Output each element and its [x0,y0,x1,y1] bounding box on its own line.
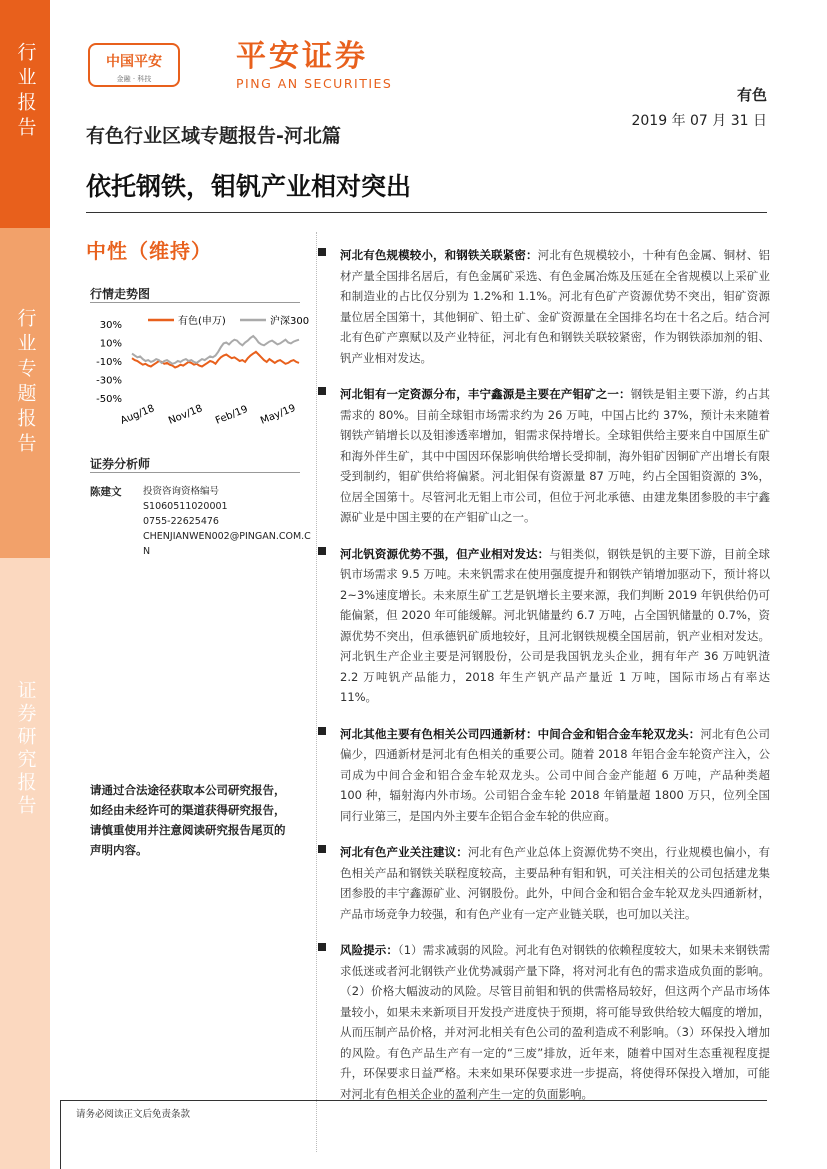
x-tick-label: May/19 [259,402,298,427]
side-tab-industry-report [0,0,50,228]
pingan-logo [88,43,180,87]
paragraph-heading: 河北有色规模较小，和钢铁关联紧密： [340,248,538,262]
bullet-square [318,248,326,256]
y-tick-label: 30% [99,320,122,331]
summary-body [340,245,770,1120]
analyst-cert-number: S1060511020001 [143,501,228,512]
trend-chart-label: 行情走势图 [90,287,151,301]
paragraph-heading: 河北钒资源优势不强，但产业相对发达： [340,546,550,561]
side-tab-label: 证券研究报告 [14,680,37,818]
pingan-logo-text: 中国平安 [106,54,162,70]
trend-chart [90,310,310,435]
sector-label: 有色 [736,86,767,104]
paragraph-heading: 河北钼有一定资源分布，丰宁鑫源是主要在产钼矿之一： [340,387,631,401]
side-tab-label: 行业报告 [14,42,37,142]
paragraph-text: （1）需求减弱的风险。河北有色对钢铁的依赖程度较大，如果未来钢铁需求低迷或者河北钢铁产业优势减弱产量下降，将对河北有色的需求造成负面的影响。（2）价格大幅波动的风险。尽管目前钼和钒的供需格局较好，但这两个产品市场体量较小，如果未来新项目开发投产进度快于预期，将可能导致供给较大幅度的增加，从而压制产品价格，并对河北相关有色公司的盈利造成不利影响。（3）环保投入增加的风险。有色产品生产有一定的“三废”排放，近年来，随着中国对生态重视程度提升，环保要求日益严格。未来如果环保要求进一步提高，将使得环保投入增加，可能对河北有色相关企业的盈利产生一定的负面影响。 [340,943,770,1101]
legend-label: 沪深300 [270,316,310,327]
analyst-email[interactable]: CHENJIANWEN002@PINGAN.COM.CN [143,531,311,557]
side-tab-label: 行业专题报告 [14,308,37,458]
y-tick-label: -30% [96,375,122,387]
column-divider [316,232,317,1152]
bullet-square [318,387,326,395]
analyst-name: 陈建文 [90,486,122,498]
brand-name-cn: 平安证券 [236,39,368,74]
summary-paragraph [340,724,770,827]
paragraph-text: 河北有色公司偏少，四通新材是河北有色相关的重要公司。随着 2018 年铝合金车轮资产注入，公司成为中间合金和铝合金车轮双龙头。公司中间合金产能超 6 万吨，产品种类超 100 种，辐射海内外市场。公司铝合金车轮 2018 年销量超 1800 万只，位列全国同行业第三，是国内外主要车企铝合金车轮的供应商。 [340,726,770,823]
report-title: 有色行业区域专题报告-河北篇 [86,125,341,147]
title-divider [86,212,767,213]
label-divider [90,302,300,303]
rating-label: 中性（维持） [86,239,212,263]
trend-chart-svg [90,310,310,435]
summary-paragraph [340,245,770,368]
legal-notice: 请通过合法途径获取本公司研究报告，如经由未经许可的渠道获得研究报告，请慎重使用并注意阅读研究报告尾页的声明内容。 [90,783,286,857]
y-tick-label: -10% [96,357,122,368]
bullet-square [318,845,326,853]
paragraph-text: 河北有色规模较小，十种有色金属、铜材、铝材产量全国排名居后，有色金属矿采选、有色金属冶炼及压延在全省规模以上采矿业和制造业的占比仅分别为 1.2%和 1.1%。河北有色矿产资源优势不突出，钼矿资源量位居全国第十，其他铜矿、铅土矿、金矿资源量在全国排名均在十名之后。结合河北有色矿产禀赋以及产业特征，河北有色和钢铁关联较紧密，作为钢铁添加剂的钼、钒产业相对发达。 [340,248,770,365]
x-tick-label: Feb/19 [214,403,250,427]
footer-disclaimer[interactable]: 请务必阅读正文后免责条款 [76,1109,191,1120]
summary-paragraph [340,384,770,528]
paragraph-text: 钢铁是钼主要下游，约占其需求的 80%。目前全球钼市场需求约为 26 万吨，中国占比约 37%，预计未来随着钢铁产销增长以及钼渗透率增加，钼需求保持增长。全球钼供给主要来自中国原生矿和海外伴生矿，其中中国因环保影响供给增长受抑制，海外钼矿因铜矿产出增长有限受到制约，钼矿供给将偏紧。河北钼保有资源量 87 万吨，约占全国钼资源的 3%，位居全国第十。尽管河北无钼上市公司，但位于河北承德、由建龙集团参股的丰宁鑫源矿业是中国主要的在产钼矿山之一。 [340,387,770,524]
analyst-info [143,484,313,559]
paragraph-heading: 河北其他主要有色相关公司四通新材：中间合金和铝合金车轮双龙头： [340,726,701,741]
paragraph-heading: 风险提示： [340,943,398,957]
pingan-logo-sub: 金融 · 科技 [116,75,152,83]
analyst-section-label: 证券分析师 [90,457,151,471]
side-tab-topic-report [0,228,50,558]
brand-name-en: PING AN SECURITIES [236,76,393,91]
x-tick-label: Nov/18 [167,403,205,427]
footer-left-rule [60,1100,61,1169]
analyst-phone: 0755-22625476 [143,516,219,527]
analyst-cert-label: 投资咨询资格编号 [143,486,220,497]
legend-label: 有色(申万) [178,316,226,327]
label-divider [90,472,300,473]
summary-paragraph [340,544,770,708]
y-tick-label: 10% [99,338,122,350]
bullet-square [318,727,326,735]
summary-paragraph [340,940,770,1104]
footer-divider [60,1100,767,1101]
paragraph-heading: 河北有色产业关注建议： [340,845,468,859]
series-line-csi300 [132,336,299,364]
summary-paragraph [340,842,770,924]
paragraph-text: 河北有色产业总体上资源优势不突出，行业规模也偏小，有色相关产品和钢铁关联程度较高，主要品种有钼和钒，可关注相关的公司包括建龙集团参股的丰宁鑫源矿业、河钢股份。此外，中间合金和铝合金车轮双龙头四通新材，产品市场竞争力较强，和有色产业有一定产业链关联，也可加以关注。 [340,845,770,921]
report-subtitle: 依托钢铁，钼钒产业相对突出 [86,172,412,201]
report-date: 2019 年 07 月 31 日 [631,113,767,129]
bullet-square [318,943,326,951]
brand-logo [236,40,392,91]
y-tick-label: -50% [96,394,122,405]
side-tab-research-report [0,558,50,1169]
bullet-square [318,547,326,555]
paragraph-text: 与钼类似，钢铁是钒的主要下游，目前全球钒市场需求 9.5 万吨。未来钒需求在使用强度提升和钢铁产销增加驱动下，预计将以 2~3%速度增长。未来原生矿工艺是钒增长主要来源，我们判断 2019 年钒供给仍可能偏紧，但 2020 年可能缓解。河北钒储量约 6.7 万吨，占全国钒储量的 0.7%，资源优势不突出，但承德钒矿质地较好，且河北钢铁规模全国居前，钒产业相对发达。河北钒生产企业主要是河钢股份，公司是我国钒龙头企业，拥有年产 36 万吨钒渣 2.2 万吨钒产品能力，2018 年生产钒产品产量近 1 万吨，国际市场占有率达 11%。 [340,546,770,704]
x-tick-label: Aug/18 [119,403,157,427]
